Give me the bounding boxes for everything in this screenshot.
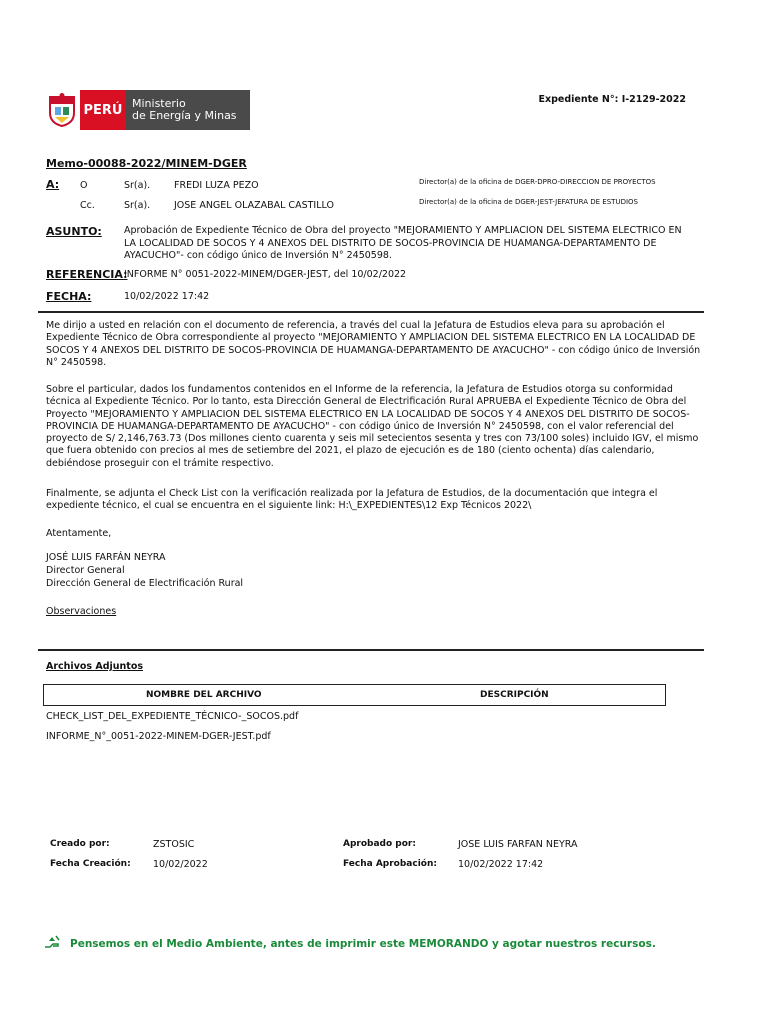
ministerio-label: Ministerio de Energía y Minas: [126, 90, 250, 130]
cc-label: Cc.: [80, 200, 95, 211]
body-paragraph-3: Finalmente, se adjunta el Check List con la verificación realizada por la Jefatura de Estudios, de la documentación que integra el expediente técnico, el cual se encuentra en el siguiente link: H:\_EXPEDIENTES\12 Exp Técnicos 2022\: [46, 488, 658, 512]
a-role: Director(a) de la oficina de DGER-DPRO-DIRECCION DE PROYECTOS: [419, 178, 656, 186]
fecha-creacion-value: 10/02/2022: [153, 859, 208, 870]
observaciones-label: Observaciones: [46, 606, 117, 617]
fecha-aprobacion-label: Fecha Aprobación:: [343, 859, 437, 869]
attachment-file[interactable]: INFORME_N°_0051-2022-MINEM-DGER-JEST.pdf: [46, 731, 271, 742]
expediente-number: Expediente N°: I-2129-2022: [538, 94, 686, 105]
referencia-label: REFERENCIA:: [46, 268, 128, 281]
signature-title: Director General: [46, 565, 125, 576]
fecha-value: 10/02/2022 17:42: [124, 291, 210, 302]
attachments-table-header: [43, 684, 666, 706]
creado-label: Creado por:: [50, 839, 110, 849]
a-label: A:: [46, 178, 60, 191]
body-paragraph-1: Me dirijo a usted en relación con el documento de referencia, a través del cual la Jefatura de Estudios eleva para su aprobación el Expediente Técnico de Obra correspondiente al proyecto "MEJORAMIENTO Y AMPLIACION DEL SISTEMA ELECTRICO EN LA LOCALIDAD DE SOCOS Y 4 ANEXOS DEL DISTRITO DE SOCOS-PROVINCIA DE HUAMANGA-DEPARTAMENTO DE AYACUCHO" - con código único de Inversión N° 2450598.: [46, 320, 701, 368]
cc-title: Sr(a).: [124, 200, 151, 211]
asunto-text: Aprobación de Expediente Técnico de Obra del proyecto "MEJORAMIENTO Y AMPLIACION DEL SISTEMA ELECTRICO EN LA LOCALIDAD DE SOCOS Y 4 ANEXOS DEL DISTRITO DE SOCOS-PROVINCIA DE HUAMANGA-DEPARTAMENTO DE AYACUCHO"- con código único de Inversión N° 2450598.: [124, 225, 682, 261]
eco-message: Pensemos en el Medio Ambiente, antes de imprimir este MEMORANDO y agotar nuestros recursos.: [70, 937, 656, 950]
col-description: DESCRIPCIÓN: [480, 690, 549, 700]
asunto-label: ASUNTO:: [46, 225, 102, 238]
cc-role: Director(a) de la oficina de DGER-JEST-JEFATURA DE ESTUDIOS: [419, 198, 638, 206]
cc-name: JOSE ANGEL OLAZABAL CASTILLO: [174, 200, 334, 211]
divider: [38, 649, 704, 651]
col-file-name: NOMBRE DEL ARCHIVO: [146, 690, 262, 700]
eco-footer: [44, 935, 656, 952]
signature-name: JOSÉ LUIS FARFÁN NEYRA: [46, 552, 166, 563]
a-name: FREDI LUZA PEZO: [174, 180, 259, 191]
a-type: O: [80, 180, 88, 191]
aprobado-label: Aprobado por:: [343, 839, 416, 849]
minem-logo: [44, 90, 250, 130]
divider: [38, 311, 704, 313]
a-title: Sr(a).: [124, 180, 151, 191]
fecha-creacion-label: Fecha Creación:: [50, 859, 131, 869]
signature-org: Dirección General de Electrificación Rural: [46, 578, 244, 589]
aprobado-value: JOSE LUIS FARFAN NEYRA: [458, 839, 578, 850]
attachment-file[interactable]: CHECK_LIST_DEL_EXPEDIENTE_TÉCNICO-_SOCOS.pdf: [46, 711, 299, 722]
fecha-aprobacion-value: 10/02/2022 17:42: [458, 859, 544, 870]
creado-value: ZSTOSIC: [153, 839, 195, 850]
coat-of-arms-icon: [44, 90, 80, 130]
archivos-heading: Archivos Adjuntos: [46, 661, 144, 672]
recycle-hand-icon: [44, 935, 62, 952]
peru-label: PERÚ: [80, 90, 126, 130]
fecha-label: FECHA:: [46, 290, 92, 303]
body-paragraph-2: Sobre el particular, dados los fundamentos contenidos en el Informe de la referencia, la Jefatura de Estudios otorga su conformidad técnica al Expediente Técnico. Por lo tanto, esta Dirección General de Electrificación Rural APRUEBA el Expediente Técnico de Obra del Proyecto "MEJORAMIENTO Y AMPLIACION DEL SISTEMA ELECTRICO EN LA LOCALIDAD DE SOCOS Y 4 ANEXOS DEL DISTRITO DE SOCOS-PROVINCIA DE HUAMANGA-DEPARTAMENTO DE AYACUCHO" - con código único de Inversión N° 2450598, con el valor referencial del proyecto de S/ 2,146,763.73 (Dos millones ciento cuarenta y seis mil setecientos sesenta y tres con 73/100 soles) incluido IGV, el mismo que fuera obtenido con precios al mes de setiembre del 2021, el plazo de ejecución es de 180 (ciento ochenta) días calendario, debiéndose proseguir con el trámite respectivo.: [46, 384, 699, 469]
closing: Atentamente,: [46, 528, 112, 539]
referencia-text: INFORME N° 0051-2022-MINEM/DGER-JEST, del 10/02/2022: [124, 269, 407, 280]
memo-title: Memo-00088-2022/MINEM-DGER: [46, 157, 247, 170]
